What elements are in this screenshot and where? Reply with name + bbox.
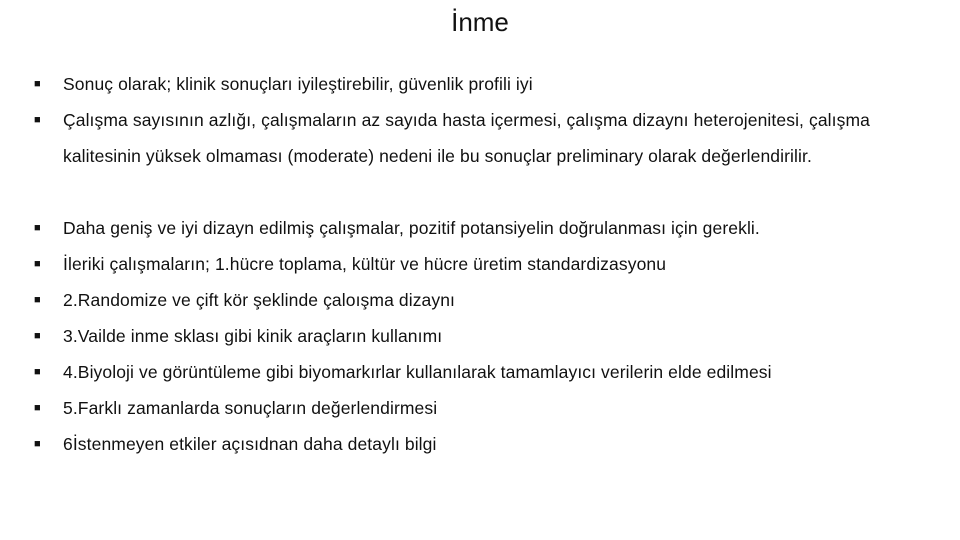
bullet-text: 4.Biyoloji ve görüntüleme gibi biyomarkırlar kullanılarak tamamlayıcı verilerin elde edilmesi	[63, 362, 772, 382]
bullet-item	[34, 282, 914, 318]
bullet-text: 5.Farklı zamanlarda sonuçların değerlendirmesi	[63, 398, 438, 418]
bullet-item	[34, 66, 914, 102]
square-bullet-icon	[34, 210, 63, 246]
square-bullet-icon	[34, 246, 63, 282]
slide-title: İnme	[451, 7, 509, 37]
square-bullet-icon	[34, 102, 63, 138]
bullet-text: Çalışma sayısının azlığı, çalışmaların az sayıda hasta içermesi, çalışma dizaynı heterojenitesi, çalışma kalitesinin yüksek olmaması (moderate) nedeni ile bu sonuçlar preliminary olarak değerlendirilir.	[63, 110, 870, 166]
square-bullet-icon	[34, 282, 63, 318]
bullet-item	[34, 210, 914, 246]
bullet-text: Sonuç olarak; klinik sonuçları iyileştirebilir, güvenlik profili iyi	[63, 74, 533, 94]
square-bullet-icon	[34, 426, 63, 462]
bullet-item	[34, 318, 914, 354]
bullet-item	[34, 426, 914, 462]
bullet-text: 6İstenmeyen etkiler açısıdnan daha detaylı bilgi	[63, 434, 437, 454]
bullet-text: Daha geniş ve iyi dizayn edilmiş çalışmalar, pozitif potansiyelin doğrulanması için gerekli.	[63, 218, 760, 238]
bullet-text: İleriki çalışmaların; 1.hücre toplama, kültür ve hücre üretim standardizasyonu	[63, 254, 667, 274]
bullet-text: 3.Vailde inme sklası gibi kinik araçların kullanımı	[63, 326, 443, 346]
bullet-item	[34, 390, 914, 426]
square-bullet-icon	[34, 390, 63, 426]
bullet-text: 2.Randomize ve çift kör şeklinde çaloışma dizaynı	[63, 290, 456, 310]
square-bullet-icon	[34, 318, 63, 354]
square-bullet-icon	[34, 66, 63, 102]
square-bullet-icon	[34, 354, 63, 390]
bullet-item	[34, 246, 914, 282]
bullet-item	[34, 354, 914, 390]
bullet-item	[34, 102, 914, 174]
